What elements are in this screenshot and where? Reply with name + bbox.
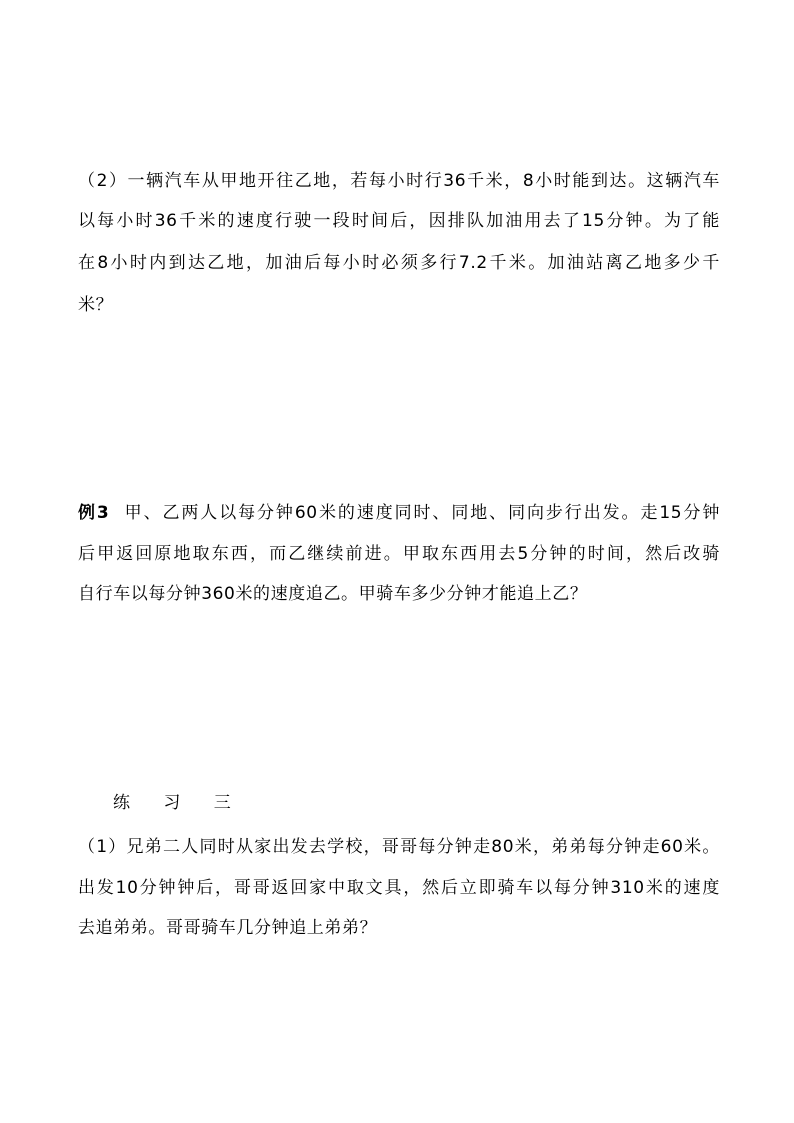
example-3-label: 例3	[78, 503, 110, 523]
problem-2-line-4: 米？	[78, 295, 114, 315]
example-3-line-2: 后甲返回原地取东西，而乙继续前进。甲取东西用去5分钟的时间，然后改骑	[78, 544, 720, 564]
example-3-line-1-text: 甲、乙两人以每分钟60米的速度同时、同地、同向步行出发。走15分钟	[123, 503, 721, 523]
example-3-line-1	[78, 501, 720, 525]
exercise-3-line-1: （1）兄弟二人同时从家出发去学校，哥哥每分钟走80米，弟弟每分钟走60米。	[78, 837, 720, 857]
exercise-3-title: 练 习 三	[113, 793, 245, 813]
example-3-line-3: 自行车以每分钟360米的速度追乙。甲骑车多少分钟才能追上乙？	[78, 584, 588, 604]
problem-2-line-1: （2）一辆汽车从甲地开往乙地，若每小时行36千米，8小时能到达。这辆汽车	[78, 171, 720, 191]
exercise-3-line-3: 去追弟弟。哥哥骑车几分钟追上弟弟？	[78, 918, 378, 938]
problem-2-line-2: 以每小时36千米的速度行驶一段时间后，因排队加油用去了15分钟。为了能	[78, 211, 720, 231]
problem-2-line-3: 在8小时内到达乙地，加油后每小时必须多行7.2千米。加油站离乙地多少千	[78, 253, 720, 273]
exercise-3-line-2: 出发10分钟钟后，哥哥返回家中取文具，然后立即骑车以每分钟310米的速度	[78, 878, 720, 898]
